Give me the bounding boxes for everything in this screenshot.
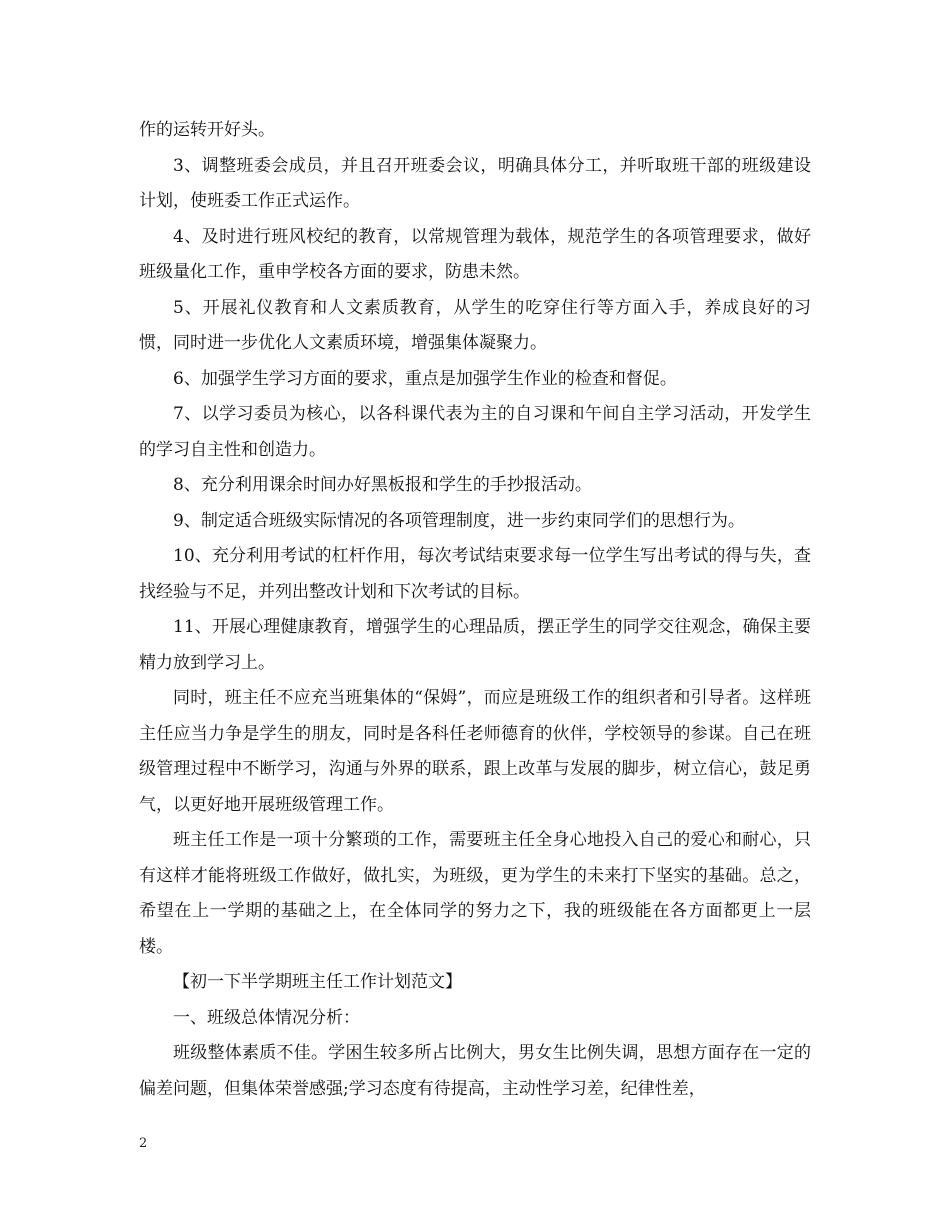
paragraph: 7、以学习委员为核心，以各科课代表为主的自习课和午间自主学习活动，开发学生的学习自主性和创造力。 bbox=[139, 404, 811, 460]
paragraph: 班主任工作是一项十分繁琐的工作，需要班主任全身心地投入自己的爱心和耐心，只有这样才能将班级工作做好，做扎实，为班级，更为学生的未来打下坚实的基础。总之，希望在上一学期的基础之上，在全体同学的努力之下，我的班级能在各方面都更上一层楼。 bbox=[139, 830, 811, 957]
paragraph: 作的运转开好头。 bbox=[139, 120, 275, 140]
paragraph: 9、制定适合班级实际情况的各项管理制度，进一步约束同学们的思想行为。 bbox=[173, 510, 745, 531]
paragraph: 4、及时进行班风校纪的教育，以常规管理为载体，规范学生的各项管理要求，做好班级量化工作，重申学校各方面的要求，防患未然。 bbox=[139, 226, 811, 282]
paragraph: 3、调整班委会成员，并且召开班委会议，明确具体分工，并听取班干部的班级建设计划，使班委工作正式运作。 bbox=[139, 155, 811, 211]
body-text bbox=[139, 113, 811, 1107]
subsection-heading: 一、班级总体情况分析： bbox=[173, 1007, 360, 1028]
paragraph: 班级整体素质不佳。学困生较多所占比例大，男女生比例失调，思想方面存在一定的偏差问题，但集体荣誉感强;学习态度有待提高，主动性学习差，纪律性差， bbox=[139, 1043, 811, 1099]
page-number: 2 bbox=[139, 1136, 148, 1151]
section-heading: 【初一下半学期班主任工作计划范文】 bbox=[173, 972, 462, 992]
paragraph: 5、开展礼仪教育和人文素质教育，从学生的吃穿住行等方面入手，养成良好的习惯，同时进一步优化人文素质环境，增强集体凝聚力。 bbox=[139, 297, 811, 353]
paragraph: 6、加强学生学习方面的要求，重点是加强学生作业的检查和督促。 bbox=[173, 368, 677, 389]
paragraph: 10、充分利用考试的杠杆作用，每次考试结束要求每一位学生写出考试的得与失，查找经验与不足，并列出整改计划和下次考试的目标。 bbox=[139, 546, 811, 602]
paragraph: 同时，班主任不应充当班集体的“保姆”，而应是班级工作的组织者和引导者。这样班主任应当力争是学生的朋友，同时是各科任老师德育的伙伴，学校领导的参谋。自己在班级管理过程中不断学习，沟通与外界的联系，跟上改革与发展的脚步，树立信心，鼓足勇气，以更好地开展班级管理工作。 bbox=[139, 688, 811, 815]
paragraph: 8、充分利用课余时间办好黑板报和学生的手抄报活动。 bbox=[173, 475, 592, 495]
paragraph: 11、开展心理健康教育，增强学生的心理品质，摆正学生的同学交往观念，确保主要精力放到学习上。 bbox=[139, 617, 811, 673]
